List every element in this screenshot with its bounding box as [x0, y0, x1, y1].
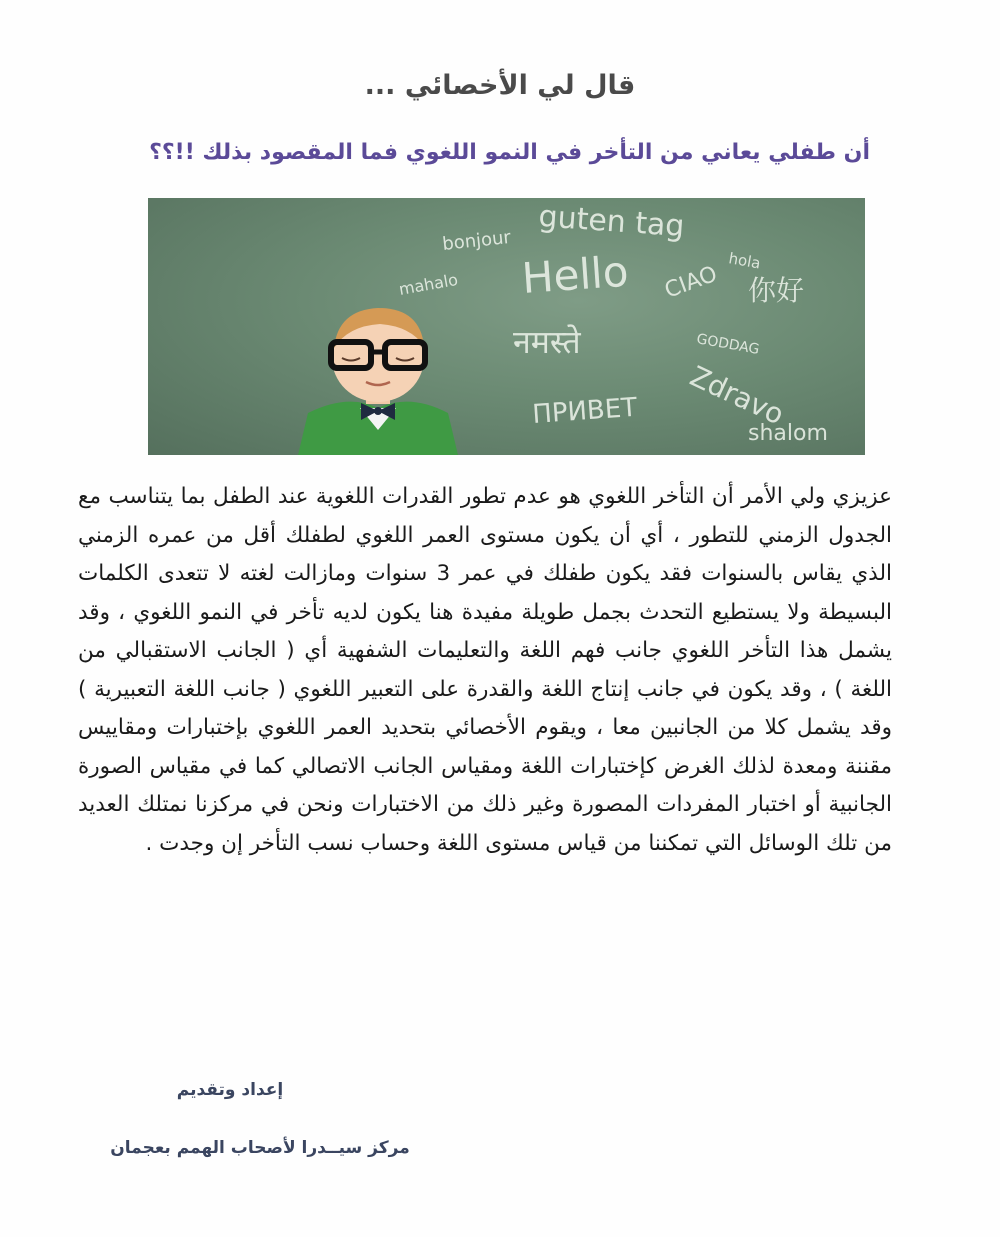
article-body: عزيزي ولي الأمر أن التأخر اللغوي هو عدم تطور القدرات اللغوية عند الطفل بما يتناسب مع الجدول الزمني للتطور ، أي أن يكون مستوى العمر اللغوي لطفلك أقل من عمره الزمني الذي يقاس بالسنوات فقد يكون طفلك في عمر 3 سنوات ومازالت لغته لا تتعدى الكلمات البسيطة ولا يستطيع التحدث بجمل طويلة مفيدة هنا يكون لديه تأخر في النمو اللغوي ، وقد يشمل هذا التأخر اللغوي جانب فهم اللغة والتعليمات الشفهية أي ( الجانب الاستقبالي من اللغة ) ، وقد يكون في جانب إنتاج اللغة والقدرة على التعبير اللغوي ( جانب اللغة التعبيرية ) وقد يشمل كلا من الجانبين معا ، ويقوم الأخصائي بتحديد العمر اللغوي بإختبارات ومقاييس مقننة ومعدة لذلك الغرض كإختبارات اللغة ومقياس الجانب الاتصالي كما في مقياس الصورة الجانبية أو اختبار المفردات المصورة وغير ذلك من الاختبارات ونحن في مركزنا نمتلك العديد من تلك الوسائل التي تمكننا من قياس مستوى اللغة وحساب نسب التأخر إن وجدت . — [78, 484, 892, 856]
chalk-word-guten-tag: guten tag — [537, 199, 686, 245]
chalk-word-bonjour: bonjour — [441, 226, 512, 255]
chalk-word-shalom: shalom — [748, 421, 828, 446]
chalk-word-hello: Hello — [520, 246, 630, 303]
chalkboard-illustration — [148, 198, 865, 455]
chalk-word-zdravo: Zdravo — [685, 359, 790, 432]
organization-name: مركز سيــدرا لأصحاب الهمم بعجمان — [110, 1138, 410, 1158]
chalk-word-mahalo: mahalo — [397, 269, 460, 299]
chalk-word-hola: hola — [727, 249, 762, 273]
chalk-word-privet: ПРИВЕТ — [531, 392, 639, 430]
chalk-word-namaste: नमस्ते — [513, 323, 581, 361]
chalkboard-photo — [148, 198, 865, 455]
chalk-word-goddag: GODDAG — [695, 331, 761, 358]
chalk-word-nihao: 你好 — [748, 274, 805, 307]
prepared-by-label: إعداد وتقديم — [176, 1080, 284, 1100]
chalk-word-ciao: CIAO — [661, 261, 721, 304]
page-title: قال لي الأخصائي ... — [364, 70, 636, 101]
page-subtitle: أن طفلي يعاني من التأخر في النمو اللغوي فما المقصود بذلك !!؟؟ — [149, 140, 870, 165]
boy-figure — [298, 308, 458, 455]
